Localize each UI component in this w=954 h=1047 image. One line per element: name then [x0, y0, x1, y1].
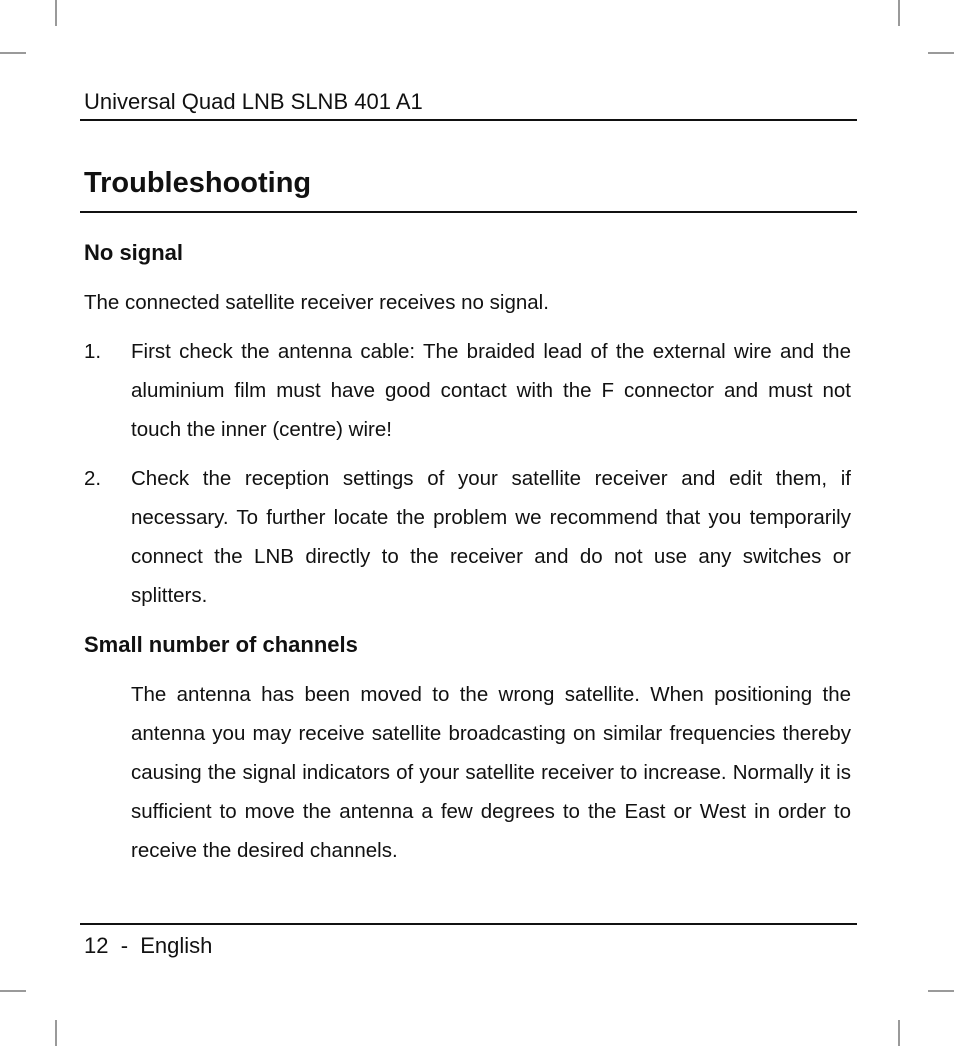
list-item-text: First check the antenna cable: The braided lead of the external wire and the aluminium film must have good contact with the F connector and must not touch the inner (centre) wire! — [131, 340, 851, 441]
running-header: Universal Quad LNB SLNB 401 A1 — [84, 89, 423, 114]
crop-mark-top-right-h — [928, 52, 954, 54]
crop-mark-bottom-left-h — [0, 990, 26, 992]
section-heading-no-signal: No signal — [84, 240, 184, 265]
section-intro: The connected satellite receiver receives no signal. — [84, 291, 549, 314]
section-heading-small-number-of-channels: Small number of channels — [84, 632, 358, 657]
page-title: Troubleshooting — [84, 167, 312, 199]
crop-mark-bottom-left — [55, 1020, 57, 1046]
title-rule — [80, 211, 857, 213]
crop-mark-top-left — [55, 0, 57, 26]
crop-mark-top-right — [898, 0, 900, 26]
crop-mark-top-left-h — [0, 52, 26, 54]
footer-rule — [80, 923, 857, 925]
section-text: The antenna has been moved to the wrong satellite. When positioning the antenna you may receive satellite broadcasting on similar frequencies thereby causing the signal indicators of your satellite receiver to increase. Normally it is sufficient to move the antenna a few degrees to the East or West in order to receive the desired channels. — [131, 683, 851, 862]
crop-mark-bottom-right-h — [928, 990, 954, 992]
header-rule — [80, 119, 857, 121]
list-item-number: 2. — [84, 467, 102, 490]
crop-mark-bottom-right — [898, 1020, 900, 1046]
list-item-number: 1. — [84, 340, 102, 363]
page-number-language: 12 - English — [84, 933, 213, 958]
list-item-text: Check the reception settings of your satellite receiver and edit them, if necessary. To further locate the problem we recommend that you temporarily connect the LNB directly to the receiver and do not use any switches or splitters. — [131, 467, 851, 607]
